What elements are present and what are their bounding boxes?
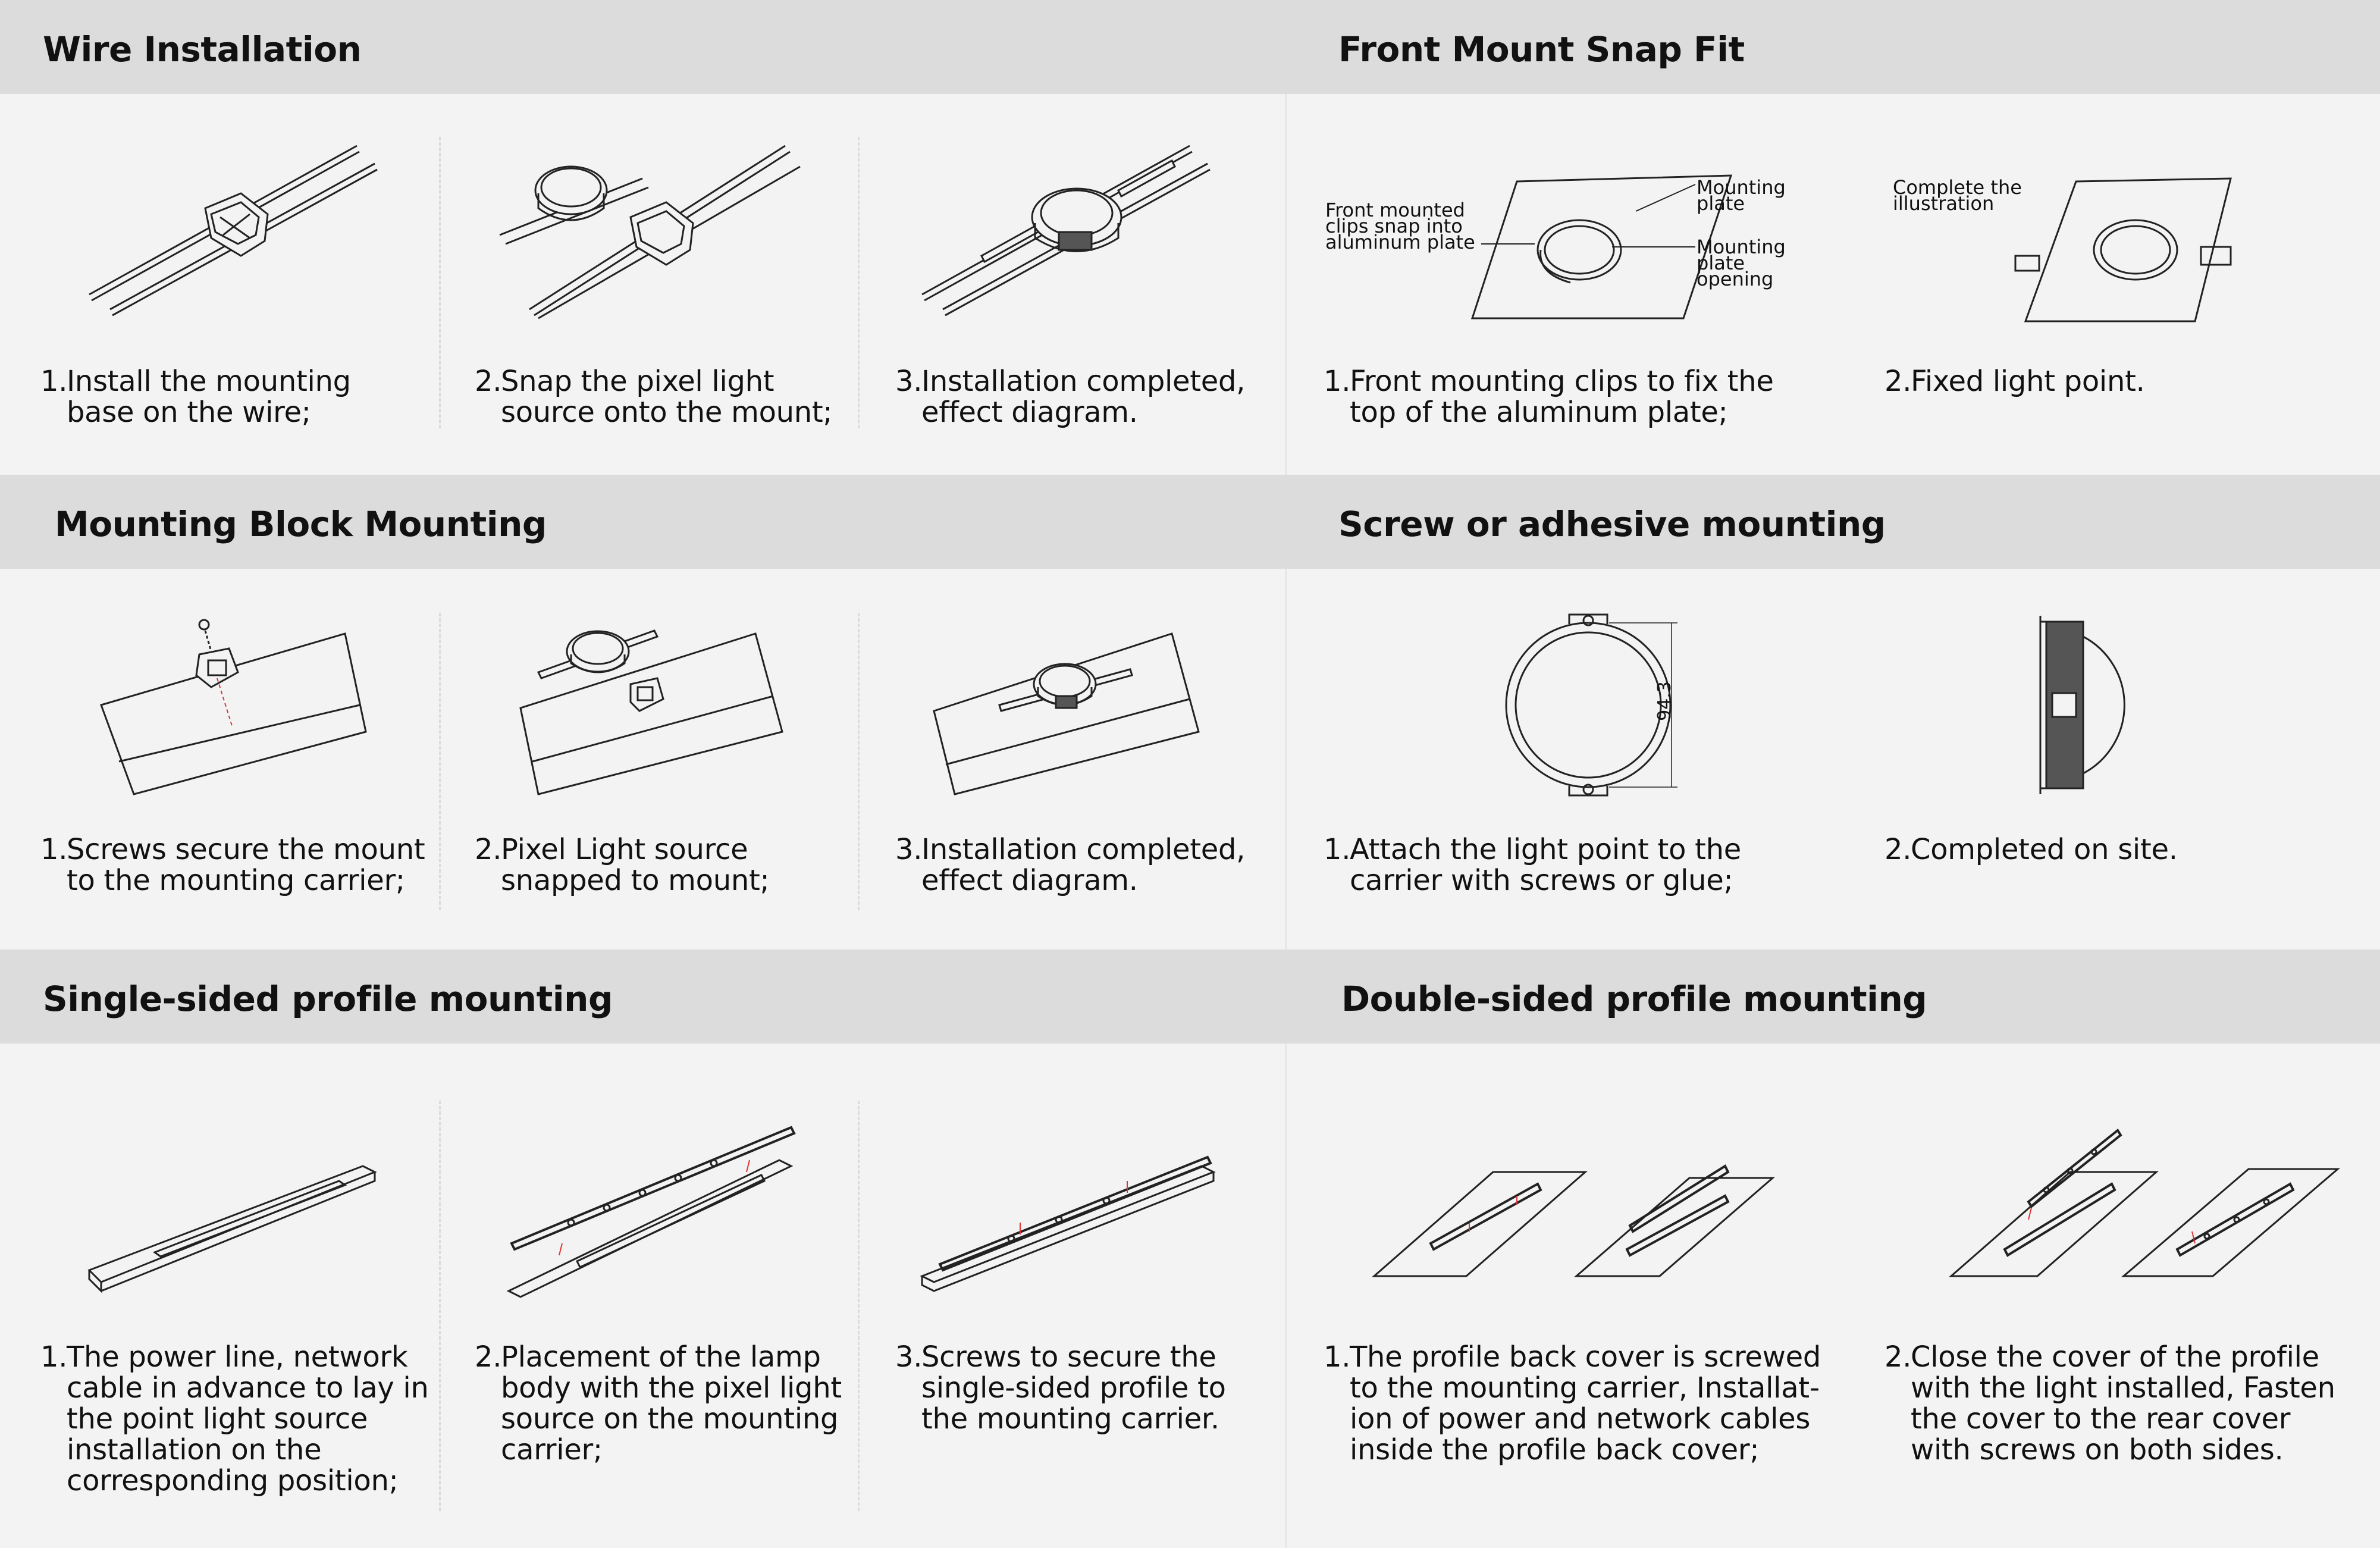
dimension-label: 94.3 xyxy=(1654,681,1675,721)
light-point-side-view-drawing xyxy=(2034,610,2165,800)
screw-adhesive-title: Screw or adhesive mounting xyxy=(1338,504,1886,544)
double-step-1-caption: 1.The profile back cover is screwed to the mounting carrier, Installat- ion of power and network cables inside the profile back cover; xyxy=(1324,1340,1821,1466)
block-step-2-caption: 2.Pixel Light source snapped to mount; xyxy=(475,833,770,897)
front-clips-label: Front mounted clips snap into aluminum plate xyxy=(1325,199,1475,253)
step-divider xyxy=(858,137,860,428)
wire-complete-illustration xyxy=(910,137,1243,327)
single-profile-placement-illustration xyxy=(500,1118,809,1303)
wire-step-3-caption: 3.Installation completed, effect diagram. xyxy=(895,365,1246,429)
wire-mount-base-illustration xyxy=(77,137,399,327)
step-divider xyxy=(858,613,860,910)
block-complete-illustration xyxy=(928,619,1225,809)
screw-step-2-caption: 2.Completed on site. xyxy=(1884,833,2178,866)
screw-step-1-caption: 1.Attach the light point to the carrier with screws or glue; xyxy=(1324,833,1741,897)
double-sided-profile-title: Double-sided profile mounting xyxy=(1341,979,1927,1019)
single-profile-screw-illustration xyxy=(916,1142,1225,1309)
block-step-1-caption: 1.Screws secure the mount to the mounting carrier; xyxy=(40,833,425,897)
single-sided-profile-title: Single-sided profile mounting xyxy=(43,979,613,1019)
plate-opening-label: Mounting plate opening xyxy=(1697,236,1786,290)
block-snap-light-illustration xyxy=(512,613,797,809)
mounting-plate-label: Mounting plate xyxy=(1697,176,1786,215)
step-divider xyxy=(439,1101,441,1511)
light-point-front-dimension-drawing xyxy=(1499,610,1725,800)
mounting-block-title: Mounting Block Mounting xyxy=(55,504,547,544)
double-profile-cover-close-illustration xyxy=(1939,1118,2368,1315)
double-profile-back-cover-illustration xyxy=(1368,1148,1796,1315)
column-divider xyxy=(1285,94,1287,475)
wire-step-1-caption: 1.Install the mounting base on the wire; xyxy=(40,365,351,429)
front-mount-snap-fit-title: Front Mount Snap Fit xyxy=(1338,29,1745,70)
double-step-2-caption: 2.Close the cover of the profile with the light installed, Fasten the cover to the rear cover with screws on both sides. xyxy=(1884,1340,2335,1466)
step-divider xyxy=(439,613,441,910)
column-divider xyxy=(1285,1044,1287,1548)
complete-illustration-label: Complete the illustration xyxy=(1893,176,2022,215)
front-snap-step-1-caption: 1.Front mounting clips to fix the top of the aluminum plate; xyxy=(1324,365,1774,429)
block-screw-mount-illustration xyxy=(95,613,381,809)
step-divider xyxy=(858,1101,860,1511)
single-step-1-caption: 1.The power line, network cable in advance to lay in the point light source installation on the corresponding position; xyxy=(40,1340,429,1497)
front-snap-step-2-caption: 2.Fixed light point. xyxy=(1884,365,2145,398)
wire-installation-title: Wire Installation xyxy=(43,29,362,70)
single-step-3-caption: 3.Screws to secure the single-sided profile to the mounting carrier. xyxy=(895,1340,1226,1436)
wire-step-2-caption: 2.Snap the pixel light source onto the mount; xyxy=(475,365,833,429)
wire-snap-light-illustration xyxy=(488,137,821,327)
fixed-light-point-illustration xyxy=(2011,173,2260,333)
block-step-3-caption: 3.Installation completed, effect diagram. xyxy=(895,833,1246,897)
single-profile-channel-illustration xyxy=(83,1148,393,1303)
single-step-2-caption: 2.Placement of the lamp body with the pixel light source on the mounting carrier; xyxy=(475,1340,842,1466)
column-divider xyxy=(1285,569,1287,950)
step-divider xyxy=(439,137,441,428)
